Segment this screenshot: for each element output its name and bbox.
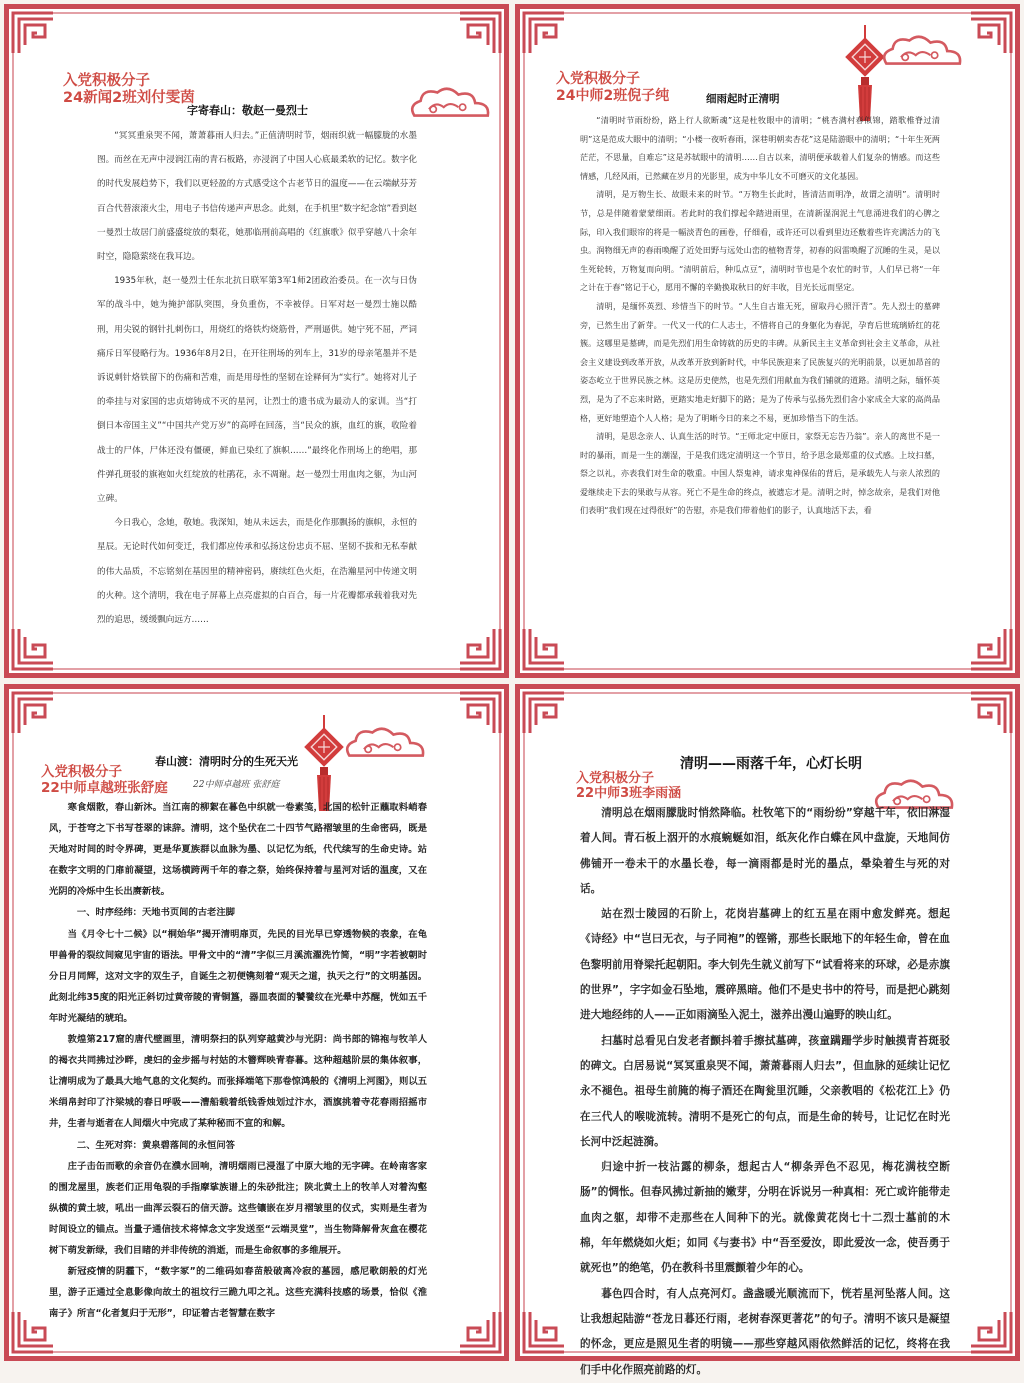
- corner-ornament: [969, 691, 1013, 735]
- paragraph: 清明，是万物生长、故眼未来的时节。“万物生长此时，皆清洁而明净，故谓之清明”。清明时节，总是伴随着蒙蒙细雨。若此时的我们撑起伞踏进雨里，在清新湿润泥土气息涌进我们的心脾之际，印入我们眼帘的将是一幅淡青色的画卷，仔细看，或许还可以看到里边还敷着些许充满活力的飞虫。润物细无声的春雨唤醒了近处田野与远处山峦的植物青芽，初春的闷雷唤醒了沉睡的生灵，是以生死轮转，万物复而向明。“清明前后，种瓜点豆”，清明时节也是个农忙的时节，人们早已将“一年之计在于春”铭记于心，愿用不懈的辛勤换取秋日的好丰收，目光长远而坚定。: [580, 189, 940, 293]
- paragraph: 新冠疫情的阴霾下，“数字冢”的二维码如春苗般破离冷寂的墓园，感尼歌朗般的灯光里，游子正通过全息影像向故土的祖坟行三跪九叩之礼。这些充满科技感的场景，恰似《淮南子》所言“化者复归于无形”，印证着古老智慧在数字: [49, 1266, 427, 1320]
- paragraph: 归途中折一枝沾露的柳条，想起古人“柳条弄色不忍见，梅花满枝空断肠”的惆怅。但春风拂过新抽的嫩芽，分明在诉说另一种真相：死亡或许能带走血肉之躯，却带不走那些在人间种下的光。就像黄花岗七十二烈士墓前的木棉，年年燃烧如火炬；如同《与妻书》中“吾至爱汝，即此爱汝一念，使吾勇于就死也”的绝笔，仍在教科书里震颤着少年的心。: [580, 1161, 950, 1275]
- corner-ornament: [11, 627, 55, 671]
- corner-ornament: [458, 1310, 502, 1354]
- essay-title: 细雨起时正清明: [706, 93, 780, 105]
- paragraph: 1935年秋，赵一曼烈士任东北抗日联军第3军1师2团政治委员。在一次与日伪军的战斗中，她为掩护部队突围，身负重伤，不幸被俘。日军对赵一曼烈士施以酷刑，用尖锐的钢针扎刺伤口，用烧红的烙铁灼烧筋骨，严刑逼供。她宁死不屈，严词痛斥日军侵略行为。1936年8月2日，在开往刑场的列车上，31岁的母亲笔墨并不是诉说刺针烙铁留下的伤痛和苦难，而是用母性的坚韧在诠释何为“实行”。她将对儿子的牵挂与对家国的忠贞熔铸成不灭的星河，让烈士的遗书成为最动人的家训。当“打倒日本帝国主义”“中国共产党万岁”的高呼在回荡，当“民众的旗，血红的旗，收险着战士的尸体，尸体还没有僵硬，鲜血已染红了旗帜……”最终化作刑场上的绝唱，那件弹孔斑驳的旗袍如火红绽放的杜鹃花，永不凋谢。赵一曼烈士用血肉之躯，为山河立碑。: [97, 276, 417, 505]
- corner-ornament: [969, 1310, 1013, 1354]
- corner-ornament: [458, 627, 502, 671]
- essay-panel-4: [515, 684, 1020, 1376]
- corner-ornament: [522, 1310, 566, 1354]
- section-heading: 二、生死对弈：黄泉碧落间的永恒问答: [76, 1139, 235, 1151]
- essay-panel-1: [4, 4, 509, 678]
- essay-body: [580, 111, 940, 520]
- author-label: [41, 765, 168, 797]
- cloud-ornament-icon: [408, 83, 492, 123]
- author-role: 入党积极分子: [556, 71, 640, 87]
- corner-ornament: [522, 627, 566, 671]
- essay-title: 春山渡：清明时分的生死天光: [155, 755, 298, 768]
- author-signature: 22中师卓越班 张舒庭: [193, 780, 280, 790]
- essay-body: [580, 801, 950, 1383]
- corner-ornament: [11, 691, 55, 735]
- essay-title: 字寄春山：敬赵一曼烈士: [187, 104, 308, 117]
- paragraph: 清明总在烟雨朦胧时悄然降临。杜牧笔下的“雨纷纷”穿越千年，依旧淋湿着人间。青石板上洇开的水痕蜿蜒如泪，纸灰化作白蝶在风中盘旋，天地间仿佛铺开一卷未干的水墨长卷，每一滴雨都是时光的墨点，晕染着生与死的对话。: [580, 807, 950, 895]
- author-name: 24新闻2班刘付雯茵: [63, 90, 195, 107]
- author-role: 入党积极分子: [41, 764, 122, 780]
- author-label: [63, 73, 195, 107]
- paragraph: 扫墓时总看见白发老者颤抖着手擦拭墓碑，孩童蹒跚学步时触摸青苔斑驳的碑文。白居易说“冥冥重泉哭不闻，萧萧暮雨人归去”，但血脉的延续让记忆永不褪色。祖母生前腌的梅子酒还在陶瓮里沉睡，父亲教唱的《松花江上》仍在三代人的喉咙流转。清明不是死亡的句点，而是生命的转号，让记忆在时光长河中泛起涟漪。: [580, 1034, 950, 1148]
- corner-ornament: [522, 691, 566, 735]
- corner-ornament: [11, 11, 55, 55]
- cloud-ornament-icon: [880, 31, 964, 71]
- paragraph: 敦煌第217窟的唐代壁画里，清明祭扫的队列穿越黄沙与光阴：尚书郎的锦袍与牧羊人的褐衣共同拂过沙畔，虔妇的金步摇与村姑的木簪辉映青春暮。这种超越阶层的集体叙事，让清明成为了最具大地气息的文化契约。而张择端笔下那卷惊鸿般的《清明上河图》，则以五米绢帛封印了汴梁城的春日呼吸——漕船载着纸钱香烛划过汴水，酒旗挑着寺花春雨招摇市井，生者与逝者在人间烟火中完成了某种秘而不宣的和解。: [49, 1034, 427, 1130]
- corner-ornament: [969, 11, 1013, 55]
- paragraph: 当《月令七十二候》以“桐始华”揭开清明扉页，先民的目光早已穿透物候的表象，在龟甲兽骨的裂纹间窥见宇宙的语法。甲骨文中的“清”字似三月溪流濯洗竹简，“明”字若被朝时分日月同辉，这对文字的双生子，自诞生之初便镌刻着“观天之道，执天之行”的文明基因。此刻北纬35度的阳光正斜切过黄帝陵的青铜簋，器皿表面的饕餮纹在光晕中苏醒，恍如五千年时光凝结的琥珀。: [49, 928, 427, 1024]
- essay-panel-3: [4, 684, 509, 1361]
- paragraph: 寒食烟散，春山新沐。当江南的柳絮在暮色中织就一卷素笺，北国的松针正蘸取料峭春风，于苍穹之下书写苍翠的诔辞。清明，这个坠伏在二十四节气路褶皱里的生命密码，既是天地对时间的时令界碑，更是华夏族群以血脉为墨、以记忆为纸，代代续写的生命史诗。站在数字文明的门扉前凝望，这场横跨两千年的春之祭，始终保持着与星河对话的温度，又在光阴的冷烁中生长出赓新枝。: [49, 802, 427, 898]
- corner-ornament: [522, 11, 566, 55]
- paragraph: 庄子击缶而歌的余音仍在濮水回响，清明烟雨已浸湿了中原大地的无字碑。在岭南客家的围龙屋里，族老们正用龟裂的手指摩挲族谱上的朱砂批注；陕北黄土上的牧羊人对着沟壑纵横的黄土坡，吼出一曲浑云裂石的信天游。这些镶嵌在岁月褶皱里的仪式，实则是生者为时间设立的锚点。当量子通信技术将悼念文字发送至“云端灵堂”，当生物降解骨灰盒在樱花树下萌发新绿，我们目睹的并非传统的消逝，而是生命叙事的多维展开。: [49, 1160, 427, 1256]
- paragraph: 暮色四合时，有人点亮河灯。盏盏暖光顺流而下，恍若星河坠落人间。这让我想起陆游“苍龙日暮还行雨，老树春深更著花”的句子。清明不该只是凝望的怀念，更应是照见生者的明镜——那些穿越风雨依然鲜活的记忆，终将在我们手中化作照亮前路的灯。: [580, 1287, 950, 1376]
- essay-title: 清明——雨落千年，心灯长明: [680, 756, 862, 772]
- paragraph: “清明时节雨纷纷，路上行人欲断魂”这是杜牧眼中的清明；“桃杏满村春似锦，踏歌椎脊过清明”这是范成大眼中的清明；“小楼一夜听春雨，深巷明朝卖杏花”这是陆游眼中的清明；“十年生死两茫茫，不思量，自难忘”这是苏轼眼中的清明……自古以来，清明便承载着人们复杂的情感。而这些情感，几经风雨，已然藏在岁月的光影里，成为中华儿女不可磨灭的文化基因。: [580, 115, 940, 181]
- author-role: 入党积极分子: [576, 771, 655, 786]
- author-name: 22中师卓越班张舒庭: [41, 779, 168, 796]
- author-label: [556, 71, 669, 104]
- corner-ornament: [969, 627, 1013, 671]
- essay-body: [49, 797, 427, 1324]
- author-name: 22中师3班李雨涵: [576, 786, 682, 802]
- essay-panel-2: [515, 4, 1020, 678]
- paragraph: 清明，是缅怀英烈、珍惜当下的时节。“人生自古谁无死，留取丹心照汗青”。先人烈士的墓碑旁，已然生出了新芽。一代又一代的仁人志士，不惜将自己的身躯化为春泥，孕育后世琉璃娇红的花簇。这哪里是墓碑，而是先烈们用生命铸就的历史的丰碑。从新民主主义革命到社会主义革命，从社会主义建设到改革开放，从改革开放到新时代，中华民族迎来了民族复兴的光明前景，以更加昂首的姿态屹立于世界民族之林。这是历史使然，也是先烈们用献血为我们铺就的道路。清明之际，缅怀英烈，是为了不忘来时路，更踏实地走好脚下的路；是为了传承与弘扬先烈们舍小家成全大家的高尚品格，更好地塑造个人人格；是为了明晰今日的来之不易，更加珍惜当下的生活。: [580, 300, 940, 423]
- essay-body: [97, 124, 417, 632]
- author-role: 入党积极分子: [63, 73, 150, 89]
- cloud-ornament-icon: [343, 723, 427, 763]
- author-label: [576, 771, 681, 802]
- paragraph: 站在烈士陵园的石阶上，花岗岩墓碑上的红五星在雨中愈发鲜亮。想起《诗经》中“岂曰无衣，与子同袍”的铿锵，那些长眠地下的年轻生命，曾在血色黎明前用脊梁托起朝阳。李大钊先生就义前写下“试看将来的环球，必是赤旗的世界”，字字如金石坠地，震碎黑暗。他们不是史书中的符号，而是把心跳刻进大地经纬的人——正如雨滴坠入泥土，滋养出漫山遍野的映山红。: [580, 908, 950, 1022]
- corner-ornament: [458, 691, 502, 735]
- section-heading: 一、时序经纬：天地书页间的古老注脚: [76, 907, 235, 919]
- paragraph: 今日我心，念她，敬她。我深知，她从未远去，而是化作那飘扬的旗帜，永恒的星辰。无论时代如何变迁，我们都应传承和弘扬这份忠贞不屈、坚韧不拔和无私奉献的伟大品质，不忘铭刻在基因里的精神密码，赓续红色火炬，在浩瀚星河中传递文明的火种。这个清明，我在电子屏幕上点亮虚拟的白百合，每一片花瓣都承载着我对先烈的追思，缓缓飘向远方……: [97, 518, 417, 626]
- corner-ornament: [458, 11, 502, 55]
- author-name: 24中师2班倪子纯: [556, 87, 670, 104]
- paragraph: 清明，是思念亲人、认真生活的时节。“王师北定中原日，家祭无忘告乃翁”。亲人的离世不是一时的暴雨，而是一生的潮湿，于是我们选定清明这一个节日，给予思念最郑重的仪式感。上坟扫墓，祭之以礼，亦表我们对生命的敬重。中国人祭鬼神，请求鬼神保佑的背后，是承载先人与亲人浓烈的爱继续走下去的果敢与从容。死亡不是生命的终点，被遗忘才是。清明之时，悼念故亲，是我们对他们表明“我们现在过得很好”的告慰，亦是我们带着他们的影子，认真地活下去，看: [580, 431, 940, 516]
- paragraph: “冥冥重泉哭不闻，萧萧暮雨人归去。”正值清明时节，烟雨织就一幅朦胧的水墨图。而丝在无声中浸润江南的青石板路，亦浸润了中国人心底最柔软的记忆。数字化的时代发展趋势下，我们以更轻盈的方式感受这个古老节日的温度——在云端献芬芳百合代替滚滚火尘，用电子书信传递声声思念。此刻，在手机里“数字纪念馆”看到赵一曼烈士故居门前盛盛绽放的梨花，她那临刑前高唱的《红旗歌》似乎穿越八十余年时空，隐隐萦绕在我耳边。: [97, 131, 417, 263]
